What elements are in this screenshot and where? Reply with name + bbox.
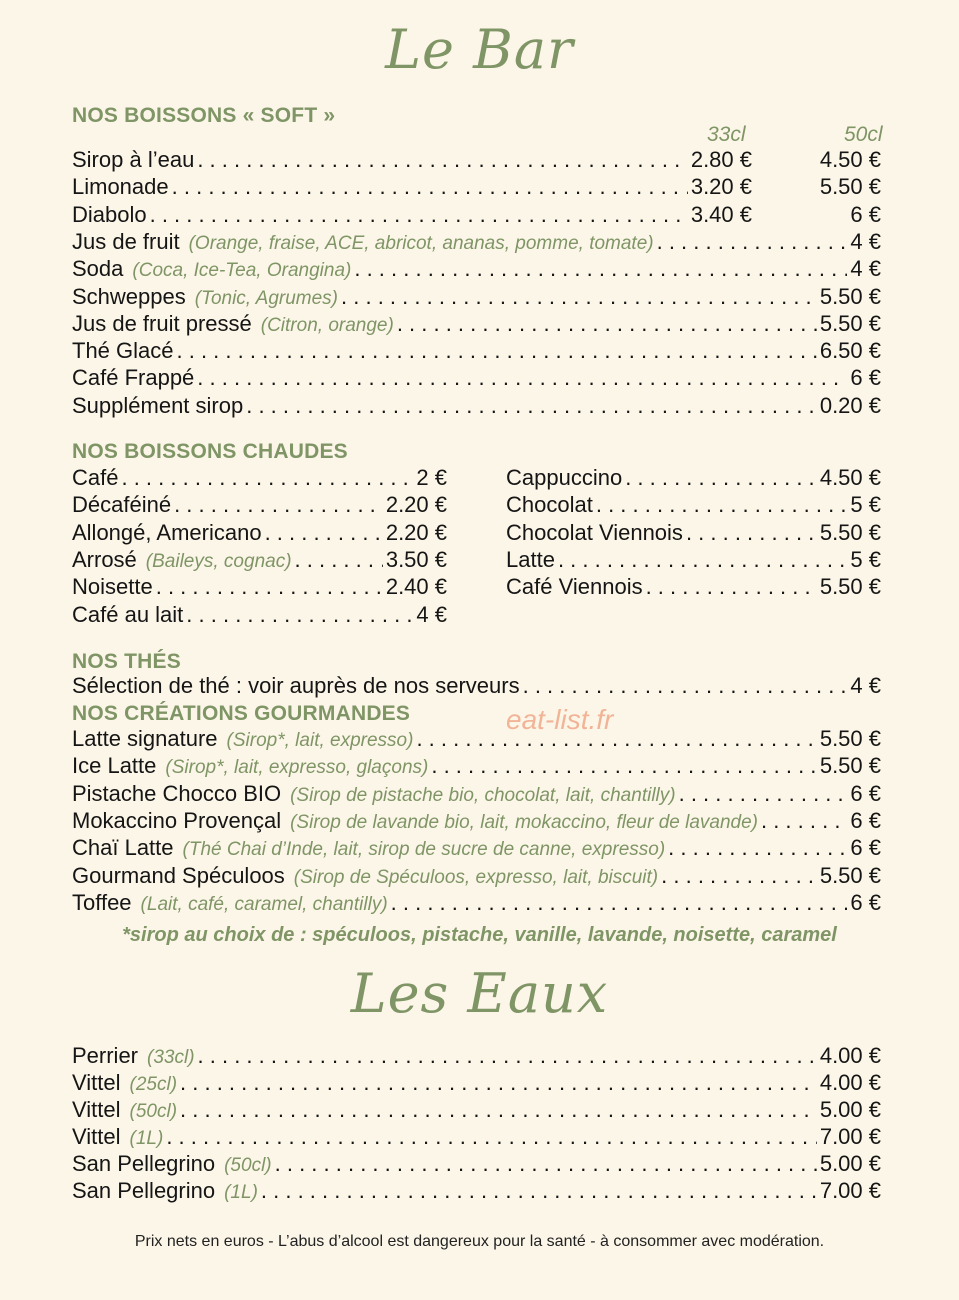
item-description: (50cl) bbox=[224, 1155, 272, 1176]
item-name: Pistache Chocco BIO bbox=[72, 780, 282, 806]
dot-leader bbox=[646, 574, 817, 600]
item-price: 5.50 € bbox=[819, 753, 881, 779]
dot-leader bbox=[197, 365, 847, 391]
item-name: Perrier bbox=[72, 1043, 139, 1068]
menu-item-row bbox=[72, 547, 447, 575]
item-price: 6 € bbox=[850, 807, 881, 833]
item-price: 6 € bbox=[850, 365, 881, 391]
item-price: 5 € bbox=[850, 546, 881, 572]
menu-item-row bbox=[72, 1070, 881, 1098]
title-les-eaux: Les Eaux bbox=[350, 962, 609, 1025]
item-price: 5.00 € bbox=[819, 1097, 881, 1122]
item-name: Café Frappé bbox=[72, 365, 195, 391]
dot-leader bbox=[397, 311, 817, 337]
item-price: 5 € bbox=[850, 492, 881, 518]
menu-item-row bbox=[72, 726, 881, 754]
menu-item-row bbox=[506, 520, 881, 548]
item-name: Sirop à l’eau bbox=[72, 147, 195, 172]
item-name: Décaféiné bbox=[72, 492, 172, 518]
item-price: 2.80 € bbox=[690, 147, 752, 172]
item-price: 2.40 € bbox=[385, 574, 447, 600]
item-price: 6 € bbox=[850, 889, 881, 915]
menu-item-row bbox=[72, 1097, 881, 1125]
dot-leader bbox=[150, 202, 688, 228]
item-price: 0.20 € bbox=[819, 392, 881, 418]
item-description: (Orange, fraise, ACE, abricot, ananas, pomme, tomate) bbox=[188, 232, 654, 254]
item-name: Café au lait bbox=[72, 601, 184, 627]
menu-item-row bbox=[506, 492, 881, 520]
item-name: San Pellegrino bbox=[72, 1178, 216, 1203]
dot-leader bbox=[416, 726, 816, 752]
dot-leader bbox=[198, 1043, 817, 1069]
item-price: 4.00 € bbox=[819, 1070, 881, 1095]
menu-item-row bbox=[72, 1124, 881, 1152]
item-name: Noisette bbox=[72, 574, 153, 600]
item-name: Latte signature bbox=[72, 726, 218, 751]
dot-leader bbox=[261, 1178, 817, 1204]
dot-leader bbox=[625, 465, 817, 491]
item-name: Vittel bbox=[72, 1097, 121, 1122]
item-name: San Pellegrino bbox=[72, 1151, 216, 1176]
item-name: Arrosé bbox=[72, 546, 137, 572]
item-name: Schweppes bbox=[72, 283, 186, 309]
item-name: Vittel bbox=[72, 1070, 121, 1095]
item-price: 7.00 € bbox=[819, 1124, 881, 1149]
heading-creations: NOS CRÉATIONS GOURMANDES bbox=[72, 702, 411, 725]
item-name: Ice Latte bbox=[72, 753, 157, 779]
item-price: 6.50 € bbox=[819, 338, 881, 364]
menu-item-row bbox=[72, 311, 881, 339]
item-price: 5.50 € bbox=[819, 519, 881, 545]
menu-item-row bbox=[506, 465, 881, 493]
menu-item-row bbox=[72, 808, 881, 836]
item-description: (50cl) bbox=[129, 1101, 178, 1122]
item-name: Supplément sirop bbox=[72, 392, 244, 418]
item-name: Chocolat bbox=[506, 492, 593, 518]
item-description: (Citron, orange) bbox=[260, 314, 394, 336]
dot-leader bbox=[156, 574, 383, 600]
item-price: 4 € bbox=[416, 601, 447, 627]
menu-item-row bbox=[72, 465, 447, 493]
item-price: 2.20 € bbox=[385, 492, 447, 518]
item-description: (Lait, café, caramel, chantilly) bbox=[140, 893, 388, 915]
item-price: 2.20 € bbox=[385, 519, 447, 545]
item-price: 6 € bbox=[850, 780, 881, 806]
dot-leader bbox=[197, 147, 688, 173]
item-name: Chocolat Viennois bbox=[506, 519, 683, 545]
menu-item-row bbox=[72, 574, 447, 602]
item-name: Jus de fruit bbox=[72, 228, 180, 254]
dot-leader bbox=[172, 174, 688, 200]
item-name: Thé Glacé bbox=[72, 338, 174, 364]
dot-leader bbox=[177, 338, 817, 364]
menu-item-row bbox=[506, 547, 881, 575]
dot-leader bbox=[596, 492, 848, 518]
menu-item-row bbox=[72, 890, 881, 918]
menu-item-row bbox=[72, 602, 447, 630]
item-price: 5.50 € bbox=[819, 862, 881, 888]
item-price: 7.00 € bbox=[819, 1178, 881, 1203]
item-price-50cl: 6 € bbox=[850, 201, 881, 227]
dot-leader bbox=[121, 465, 413, 491]
dot-leader bbox=[431, 753, 816, 779]
menu-item-row bbox=[72, 1151, 881, 1179]
dot-leader bbox=[679, 781, 848, 807]
item-description: (Sirop*, lait, expresso) bbox=[226, 730, 414, 751]
menu-item-row bbox=[72, 1178, 881, 1206]
item-description: (1L) bbox=[129, 1128, 164, 1149]
menu-item-row bbox=[72, 284, 881, 312]
sirop-footnote: *sirop au choix de : spéculoos, pistache, vanille, lavande, noisette, caramel bbox=[122, 924, 837, 946]
dot-leader bbox=[174, 492, 383, 518]
dot-leader bbox=[657, 229, 848, 255]
dot-leader bbox=[186, 602, 413, 628]
item-name: Allongé, Americano bbox=[72, 519, 262, 545]
menu-item-row bbox=[72, 1043, 881, 1071]
menu-item-row bbox=[72, 863, 881, 891]
menu-item-row bbox=[72, 202, 752, 230]
menu-item-row bbox=[72, 492, 447, 520]
item-price: 4 € bbox=[850, 673, 881, 698]
item-description: (Thé Chai d’Inde, lait, sirop de sucre de canne, expresso) bbox=[182, 839, 666, 861]
item-price: 4.00 € bbox=[819, 1043, 881, 1068]
dot-leader bbox=[391, 890, 848, 916]
item-description: (Sirop de Spéculoos, expresso, lait, biscuit) bbox=[293, 866, 659, 888]
dot-leader bbox=[661, 863, 817, 889]
item-description: (25cl) bbox=[129, 1074, 178, 1095]
dot-leader bbox=[523, 673, 848, 699]
item-name: Sélection de thé : voir auprès de nos serveurs bbox=[72, 673, 520, 698]
item-name: Cappuccino bbox=[506, 465, 623, 490]
dot-leader bbox=[295, 547, 383, 573]
item-price: 5.50 € bbox=[819, 574, 881, 600]
item-price: 3.40 € bbox=[690, 201, 752, 227]
menu-item-row bbox=[72, 781, 881, 809]
column-50cl: 50cl bbox=[844, 123, 883, 146]
heading-thes: NOS THÉS bbox=[72, 650, 181, 673]
column-33cl: 33cl bbox=[707, 123, 746, 146]
item-name: Café Viennois bbox=[506, 574, 643, 600]
item-name: Mokaccino Provençal bbox=[72, 807, 282, 833]
item-description: (33cl) bbox=[147, 1047, 195, 1068]
menu-item-row bbox=[72, 673, 881, 701]
item-price: 3.20 € bbox=[690, 174, 752, 200]
item-price: 2 € bbox=[416, 465, 447, 490]
item-price: 4 € bbox=[850, 256, 881, 282]
heading-soft: NOS BOISSONS « SOFT » bbox=[72, 104, 336, 127]
menu-item-row bbox=[72, 835, 881, 863]
item-name: Vittel bbox=[72, 1124, 121, 1149]
menu-item-row bbox=[72, 338, 881, 366]
item-name: Limonade bbox=[72, 174, 169, 200]
item-name: Café bbox=[72, 465, 119, 490]
item-name: Diabolo bbox=[72, 201, 147, 227]
item-price: 5.50 € bbox=[819, 310, 881, 336]
item-description: (Sirop de lavande bio, lait, mokaccino, fleur de lavande) bbox=[290, 811, 758, 833]
item-price: 4 € bbox=[850, 228, 881, 254]
item-description: (Baileys, cognac) bbox=[145, 550, 292, 572]
menu-item-row bbox=[72, 147, 752, 175]
heading-chaudes: NOS BOISSONS CHAUDES bbox=[72, 440, 348, 463]
item-name: Soda bbox=[72, 256, 124, 282]
dot-leader bbox=[558, 547, 847, 573]
item-description: (Sirop de pistache bio, chocolat, lait, chantilly) bbox=[290, 784, 676, 806]
item-price: 6 € bbox=[850, 835, 881, 861]
dot-leader bbox=[180, 1097, 817, 1123]
item-name: Chaï Latte bbox=[72, 835, 174, 861]
item-name: Latte bbox=[506, 546, 555, 572]
dot-leader bbox=[246, 393, 817, 419]
dot-leader bbox=[265, 520, 383, 546]
item-price: 5.50 € bbox=[819, 726, 881, 751]
menu-item-row bbox=[72, 365, 881, 393]
item-price: 5.00 € bbox=[819, 1151, 881, 1176]
item-price-50cl: 5.50 € bbox=[819, 174, 881, 200]
dot-leader bbox=[341, 284, 817, 310]
menu-item-row bbox=[72, 256, 881, 284]
item-name: Gourmand Spéculoos bbox=[72, 862, 285, 888]
dot-leader bbox=[166, 1124, 817, 1150]
dot-leader bbox=[668, 835, 847, 861]
item-price: 5.50 € bbox=[819, 283, 881, 309]
dot-leader bbox=[354, 256, 847, 282]
dot-leader bbox=[275, 1151, 817, 1177]
menu-item-row bbox=[72, 520, 447, 548]
dot-leader bbox=[686, 520, 817, 546]
item-description: (1L) bbox=[224, 1182, 258, 1203]
item-description: (Sirop*, lait, expresso, glaçons) bbox=[165, 757, 429, 779]
title-le-bar: Le Bar bbox=[385, 18, 574, 81]
menu-item-row bbox=[72, 229, 881, 257]
legal-footer: Prix nets en euros - L’abus d’alcool est dangereux pour la santé - à consommer avec modération. bbox=[134, 1233, 825, 1250]
dot-leader bbox=[761, 808, 847, 834]
menu-item-row bbox=[506, 574, 881, 602]
item-description: (Coca, Ice-Tea, Orangina) bbox=[132, 260, 352, 282]
item-name: Toffee bbox=[72, 889, 132, 915]
dot-leader bbox=[180, 1070, 817, 1096]
item-description: (Tonic, Agrumes) bbox=[194, 287, 339, 309]
menu-item-row bbox=[72, 393, 881, 421]
menu-item-row bbox=[72, 753, 881, 781]
menu-item-row bbox=[72, 174, 752, 202]
item-price-50cl: 4.50 € bbox=[819, 147, 881, 172]
item-price: 4.50 € bbox=[819, 465, 881, 490]
item-name: Jus de fruit pressé bbox=[72, 310, 252, 336]
item-price: 3.50 € bbox=[385, 546, 447, 572]
watermark: eat-list.fr bbox=[506, 704, 614, 735]
